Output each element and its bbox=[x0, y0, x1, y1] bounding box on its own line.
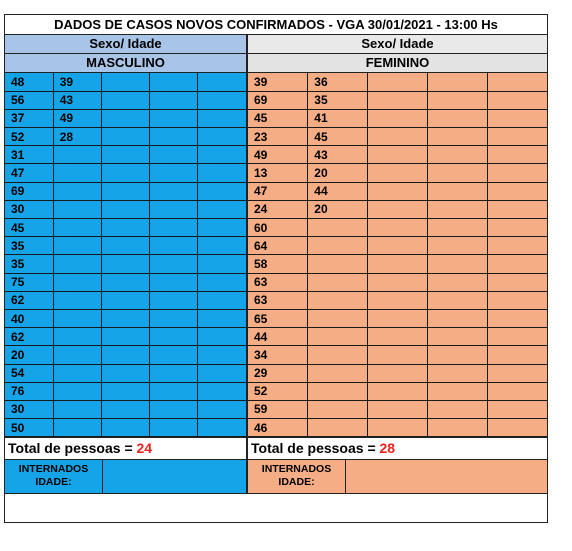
feminino-age-cell bbox=[427, 164, 487, 182]
masc-internados-label bbox=[5, 460, 103, 493]
feminino-age-cell: 44 bbox=[248, 328, 308, 346]
feminino-row bbox=[248, 182, 547, 200]
sexo-idade-row bbox=[5, 35, 547, 54]
feminino-age-cell bbox=[368, 146, 428, 164]
feminino-age-cell: 13 bbox=[248, 164, 308, 182]
feminino-row bbox=[248, 382, 547, 400]
feminino-age-cell bbox=[368, 237, 428, 255]
masculino-age-cell bbox=[101, 255, 149, 273]
feminino-age-cell: 52 bbox=[248, 382, 308, 400]
feminino-age-cell bbox=[487, 255, 547, 273]
feminino-age-cell bbox=[427, 400, 487, 418]
fem-internados bbox=[248, 460, 547, 493]
masculino-age-cell bbox=[53, 309, 101, 327]
masculino-age-cell bbox=[101, 291, 149, 309]
masculino-row bbox=[5, 146, 246, 164]
fem-internados-value bbox=[346, 460, 547, 493]
feminino-age-cell bbox=[308, 291, 368, 309]
feminino-age-cell bbox=[368, 364, 428, 382]
feminino-age-cell bbox=[308, 237, 368, 255]
masculino-age-cell: 37 bbox=[5, 109, 53, 127]
feminino-age-cell bbox=[427, 237, 487, 255]
feminino-age-cell bbox=[487, 128, 547, 146]
internados-row bbox=[5, 460, 547, 493]
masculino-age-cell bbox=[101, 219, 149, 237]
masculino-age-cell: 56 bbox=[5, 91, 53, 109]
feminino-header: FEMININO bbox=[248, 54, 547, 72]
feminino-age-cell: 23 bbox=[248, 128, 308, 146]
feminino-age-cell: 63 bbox=[248, 273, 308, 291]
feminino-age-cell bbox=[368, 164, 428, 182]
feminino-age-cell bbox=[487, 182, 547, 200]
fem-total-label: Total de pessoas = bbox=[251, 440, 380, 457]
masculino-row bbox=[5, 219, 246, 237]
masculino-age-cell bbox=[101, 91, 149, 109]
masculino-age-cell bbox=[101, 237, 149, 255]
feminino-age-cell: 47 bbox=[248, 182, 308, 200]
feminino-age-cell bbox=[368, 328, 428, 346]
feminino-age-cell bbox=[308, 328, 368, 346]
masculino-age-cell bbox=[198, 109, 246, 127]
feminino-age-cell: 49 bbox=[248, 146, 308, 164]
feminino-age-cell bbox=[427, 182, 487, 200]
feminino-row bbox=[248, 346, 547, 364]
masculino-age-cell bbox=[198, 328, 246, 346]
masculino-age-cell bbox=[53, 328, 101, 346]
feminino-row bbox=[248, 273, 547, 291]
masculino-age-cell bbox=[150, 400, 198, 418]
feminino-age-cell bbox=[308, 273, 368, 291]
fem-sexo-idade-label: Sexo/ Idade bbox=[248, 35, 547, 53]
feminino-age-cell: 63 bbox=[248, 291, 308, 309]
masculino-age-cell bbox=[198, 309, 246, 327]
masculino-age-cell bbox=[101, 364, 149, 382]
feminino-row bbox=[248, 91, 547, 109]
masculino-age-cell: 43 bbox=[53, 91, 101, 109]
feminino-age-cell bbox=[308, 255, 368, 273]
feminino-age-cell: 34 bbox=[248, 346, 308, 364]
masculino-age-cell: 47 bbox=[5, 164, 53, 182]
masculino-age-cell bbox=[101, 128, 149, 146]
masculino-age-cell bbox=[198, 291, 246, 309]
masculino-age-cell bbox=[198, 146, 246, 164]
masculino-age-cell bbox=[101, 382, 149, 400]
masculino-age-cell bbox=[53, 237, 101, 255]
feminino-age-cell bbox=[487, 146, 547, 164]
masculino-age-cell bbox=[53, 146, 101, 164]
feminino-row bbox=[248, 146, 547, 164]
masculino-age-cell bbox=[198, 91, 246, 109]
masculino-row bbox=[5, 91, 246, 109]
masculino-row bbox=[5, 382, 246, 400]
masculino-row bbox=[5, 309, 246, 327]
masculino-row bbox=[5, 364, 246, 382]
masculino-age-cell bbox=[150, 73, 198, 91]
masculino-age-cell: 76 bbox=[5, 382, 53, 400]
masculino-age-cell bbox=[198, 219, 246, 237]
masculino-age-cell bbox=[150, 237, 198, 255]
masc-total-value: 24 bbox=[136, 440, 153, 457]
feminino-age-cell bbox=[427, 382, 487, 400]
feminino-age-cell bbox=[368, 219, 428, 237]
masculino-row bbox=[5, 164, 246, 182]
masculino-age-cell: 48 bbox=[5, 73, 53, 91]
feminino-age-cell bbox=[427, 328, 487, 346]
feminino-age-cell: 20 bbox=[308, 200, 368, 218]
masculino-age-cell bbox=[53, 382, 101, 400]
feminino-age-cell bbox=[308, 219, 368, 237]
masculino-age-cell: 75 bbox=[5, 273, 53, 291]
feminino-age-cell bbox=[368, 273, 428, 291]
totals-row bbox=[5, 437, 547, 460]
feminino-row bbox=[248, 255, 547, 273]
masculino-row bbox=[5, 200, 246, 218]
masculino-age-cell bbox=[150, 109, 198, 127]
feminino-column bbox=[248, 73, 547, 437]
feminino-age-cell: 43 bbox=[308, 146, 368, 164]
masculino-age-cell: 20 bbox=[5, 346, 53, 364]
feminino-age-cell bbox=[368, 291, 428, 309]
feminino-age-cell: 69 bbox=[248, 91, 308, 109]
masculino-age-cell bbox=[101, 200, 149, 218]
fem-internados-line2: IDADE: bbox=[278, 476, 315, 489]
feminino-age-cell bbox=[308, 364, 368, 382]
feminino-age-cell bbox=[368, 73, 428, 91]
masculino-age-cell bbox=[150, 219, 198, 237]
feminino-age-cell bbox=[368, 419, 428, 437]
feminino-row bbox=[248, 200, 547, 218]
masculino-age-cell bbox=[53, 273, 101, 291]
masculino-age-cell bbox=[101, 164, 149, 182]
fem-internados-label bbox=[248, 460, 346, 493]
masculino-age-cell: 35 bbox=[5, 237, 53, 255]
masculino-age-cell bbox=[150, 328, 198, 346]
feminino-age-cell bbox=[487, 91, 547, 109]
masculino-row bbox=[5, 273, 246, 291]
masculino-row bbox=[5, 73, 246, 91]
feminino-age-cell bbox=[427, 255, 487, 273]
masculino-age-cell bbox=[101, 109, 149, 127]
feminino-age-cell bbox=[427, 419, 487, 437]
feminino-row bbox=[248, 128, 547, 146]
sheet-title: DADOS DE CASOS NOVOS CONFIRMADOS - VGA 30/01/2021 - 13:00 Hs bbox=[5, 15, 547, 35]
masculino-row bbox=[5, 291, 246, 309]
masculino-age-cell bbox=[150, 382, 198, 400]
masculino-table bbox=[5, 73, 246, 437]
masculino-age-cell: 54 bbox=[5, 364, 53, 382]
fem-internados-line1: INTERNADOS bbox=[261, 463, 332, 476]
masculino-age-cell bbox=[101, 182, 149, 200]
masculino-age-cell bbox=[150, 146, 198, 164]
feminino-row bbox=[248, 109, 547, 127]
masculino-age-cell bbox=[198, 273, 246, 291]
feminino-age-cell bbox=[308, 382, 368, 400]
feminino-age-cell bbox=[487, 346, 547, 364]
masc-total bbox=[5, 438, 248, 459]
feminino-age-cell: 60 bbox=[248, 219, 308, 237]
feminino-age-cell bbox=[427, 309, 487, 327]
feminino-age-cell bbox=[487, 200, 547, 218]
feminino-age-cell: 65 bbox=[248, 309, 308, 327]
feminino-age-cell bbox=[487, 273, 547, 291]
masculino-age-cell bbox=[198, 128, 246, 146]
feminino-age-cell: 44 bbox=[308, 182, 368, 200]
feminino-age-cell: 59 bbox=[248, 400, 308, 418]
feminino-age-cell bbox=[487, 382, 547, 400]
masculino-row bbox=[5, 237, 246, 255]
masc-sexo-idade-label: Sexo/ Idade bbox=[5, 35, 248, 53]
feminino-row bbox=[248, 164, 547, 182]
fem-total-value: 28 bbox=[379, 440, 396, 457]
feminino-row bbox=[248, 328, 547, 346]
masculino-age-cell: 49 bbox=[53, 109, 101, 127]
feminino-age-cell bbox=[427, 364, 487, 382]
masculino-age-cell: 50 bbox=[5, 419, 53, 437]
feminino-age-cell: 41 bbox=[308, 109, 368, 127]
masculino-age-cell bbox=[150, 164, 198, 182]
feminino-age-cell bbox=[427, 91, 487, 109]
masculino-age-cell bbox=[53, 419, 101, 437]
feminino-age-cell bbox=[427, 219, 487, 237]
feminino-age-cell bbox=[487, 237, 547, 255]
masculino-age-cell bbox=[101, 419, 149, 437]
masculino-age-cell bbox=[150, 91, 198, 109]
masculino-age-cell bbox=[150, 291, 198, 309]
masculino-row bbox=[5, 128, 246, 146]
masculino-age-cell bbox=[53, 219, 101, 237]
masculino-age-cell bbox=[198, 364, 246, 382]
feminino-age-cell bbox=[487, 164, 547, 182]
feminino-age-cell bbox=[308, 419, 368, 437]
group-header-row bbox=[5, 54, 547, 73]
masculino-age-cell bbox=[53, 400, 101, 418]
feminino-age-cell bbox=[427, 128, 487, 146]
masculino-age-cell bbox=[101, 346, 149, 364]
fem-total bbox=[248, 438, 547, 459]
feminino-age-cell: 39 bbox=[248, 73, 308, 91]
masculino-age-cell bbox=[150, 182, 198, 200]
feminino-age-cell bbox=[427, 273, 487, 291]
feminino-age-cell bbox=[427, 200, 487, 218]
masculino-age-cell: 40 bbox=[5, 309, 53, 327]
masculino-age-cell: 30 bbox=[5, 400, 53, 418]
masculino-age-cell bbox=[198, 346, 246, 364]
masculino-age-cell bbox=[150, 364, 198, 382]
feminino-age-cell bbox=[368, 182, 428, 200]
masculino-age-cell bbox=[53, 200, 101, 218]
masculino-age-cell bbox=[53, 346, 101, 364]
feminino-age-cell: 24 bbox=[248, 200, 308, 218]
feminino-age-cell bbox=[368, 91, 428, 109]
blank-footer-row bbox=[5, 493, 547, 522]
feminino-age-cell: 29 bbox=[248, 364, 308, 382]
masculino-column bbox=[5, 73, 248, 437]
masculino-age-cell bbox=[53, 364, 101, 382]
masculino-row bbox=[5, 419, 246, 437]
feminino-age-cell: 20 bbox=[308, 164, 368, 182]
masculino-age-cell: 30 bbox=[5, 200, 53, 218]
feminino-row bbox=[248, 364, 547, 382]
masculino-age-cell bbox=[150, 128, 198, 146]
masculino-row bbox=[5, 400, 246, 418]
feminino-age-cell bbox=[427, 346, 487, 364]
feminino-age-cell bbox=[308, 400, 368, 418]
masculino-age-cell bbox=[198, 164, 246, 182]
masculino-age-cell bbox=[53, 255, 101, 273]
feminino-row bbox=[248, 219, 547, 237]
masculino-age-cell: 35 bbox=[5, 255, 53, 273]
masculino-row bbox=[5, 346, 246, 364]
feminino-age-cell bbox=[487, 328, 547, 346]
masculino-age-cell bbox=[101, 273, 149, 291]
feminino-age-cell: 45 bbox=[308, 128, 368, 146]
feminino-age-cell: 36 bbox=[308, 73, 368, 91]
feminino-row bbox=[248, 419, 547, 437]
feminino-age-cell bbox=[487, 219, 547, 237]
masculino-age-cell bbox=[150, 255, 198, 273]
masculino-age-cell bbox=[101, 146, 149, 164]
feminino-table bbox=[248, 73, 547, 437]
masculino-age-cell bbox=[53, 291, 101, 309]
masculino-age-cell: 52 bbox=[5, 128, 53, 146]
masculino-age-cell bbox=[101, 73, 149, 91]
masculino-age-cell bbox=[101, 309, 149, 327]
feminino-age-cell bbox=[368, 255, 428, 273]
masculino-row bbox=[5, 109, 246, 127]
masculino-age-cell bbox=[150, 419, 198, 437]
masculino-age-cell bbox=[198, 419, 246, 437]
feminino-age-cell bbox=[487, 73, 547, 91]
feminino-age-cell bbox=[368, 346, 428, 364]
feminino-row bbox=[248, 400, 547, 418]
feminino-age-cell: 45 bbox=[248, 109, 308, 127]
masculino-age-cell bbox=[198, 237, 246, 255]
feminino-row bbox=[248, 73, 547, 91]
feminino-age-cell bbox=[427, 291, 487, 309]
feminino-age-cell bbox=[368, 382, 428, 400]
feminino-age-cell bbox=[427, 109, 487, 127]
masculino-age-cell bbox=[150, 309, 198, 327]
masc-internados-value bbox=[103, 460, 246, 493]
feminino-age-cell bbox=[368, 200, 428, 218]
masculino-age-cell bbox=[53, 182, 101, 200]
masculino-row bbox=[5, 255, 246, 273]
masculino-age-cell bbox=[198, 400, 246, 418]
masculino-age-cell bbox=[198, 182, 246, 200]
masculino-age-cell: 28 bbox=[53, 128, 101, 146]
cases-sheet bbox=[4, 14, 548, 523]
masculino-age-cell bbox=[150, 273, 198, 291]
masculino-age-cell: 62 bbox=[5, 291, 53, 309]
masculino-age-cell: 69 bbox=[5, 182, 53, 200]
masculino-age-cell bbox=[198, 382, 246, 400]
feminino-age-cell bbox=[487, 309, 547, 327]
feminino-age-cell: 58 bbox=[248, 255, 308, 273]
masc-internados-line1: INTERNADOS bbox=[18, 463, 89, 476]
feminino-row bbox=[248, 237, 547, 255]
masculino-row bbox=[5, 182, 246, 200]
masculino-age-cell bbox=[101, 328, 149, 346]
masculino-age-cell bbox=[150, 346, 198, 364]
masculino-age-cell bbox=[101, 400, 149, 418]
masculino-age-cell bbox=[53, 164, 101, 182]
feminino-age-cell bbox=[368, 128, 428, 146]
masc-internados-line2: IDADE: bbox=[35, 476, 72, 489]
feminino-row bbox=[248, 309, 547, 327]
feminino-age-cell bbox=[487, 364, 547, 382]
feminino-age-cell bbox=[368, 309, 428, 327]
feminino-age-cell: 64 bbox=[248, 237, 308, 255]
masculino-age-cell: 31 bbox=[5, 146, 53, 164]
masculino-age-cell: 39 bbox=[53, 73, 101, 91]
masc-internados bbox=[5, 460, 248, 493]
feminino-age-cell bbox=[308, 346, 368, 364]
feminino-age-cell bbox=[487, 109, 547, 127]
feminino-age-cell bbox=[308, 309, 368, 327]
age-grid bbox=[5, 73, 547, 437]
masculino-row bbox=[5, 328, 246, 346]
masculino-age-cell: 45 bbox=[5, 219, 53, 237]
masculino-age-cell bbox=[198, 200, 246, 218]
feminino-age-cell bbox=[487, 419, 547, 437]
feminino-age-cell bbox=[427, 146, 487, 164]
masculino-age-cell bbox=[150, 200, 198, 218]
masc-total-label: Total de pessoas = bbox=[8, 440, 137, 457]
masculino-age-cell bbox=[198, 255, 246, 273]
feminino-age-cell bbox=[487, 400, 547, 418]
masculino-header: MASCULINO bbox=[5, 54, 248, 72]
feminino-age-cell: 46 bbox=[248, 419, 308, 437]
masculino-age-cell bbox=[198, 73, 246, 91]
masculino-age-cell: 62 bbox=[5, 328, 53, 346]
feminino-age-cell bbox=[368, 400, 428, 418]
feminino-age-cell: 35 bbox=[308, 91, 368, 109]
feminino-age-cell bbox=[487, 291, 547, 309]
feminino-age-cell bbox=[427, 73, 487, 91]
feminino-age-cell bbox=[368, 109, 428, 127]
feminino-row bbox=[248, 291, 547, 309]
